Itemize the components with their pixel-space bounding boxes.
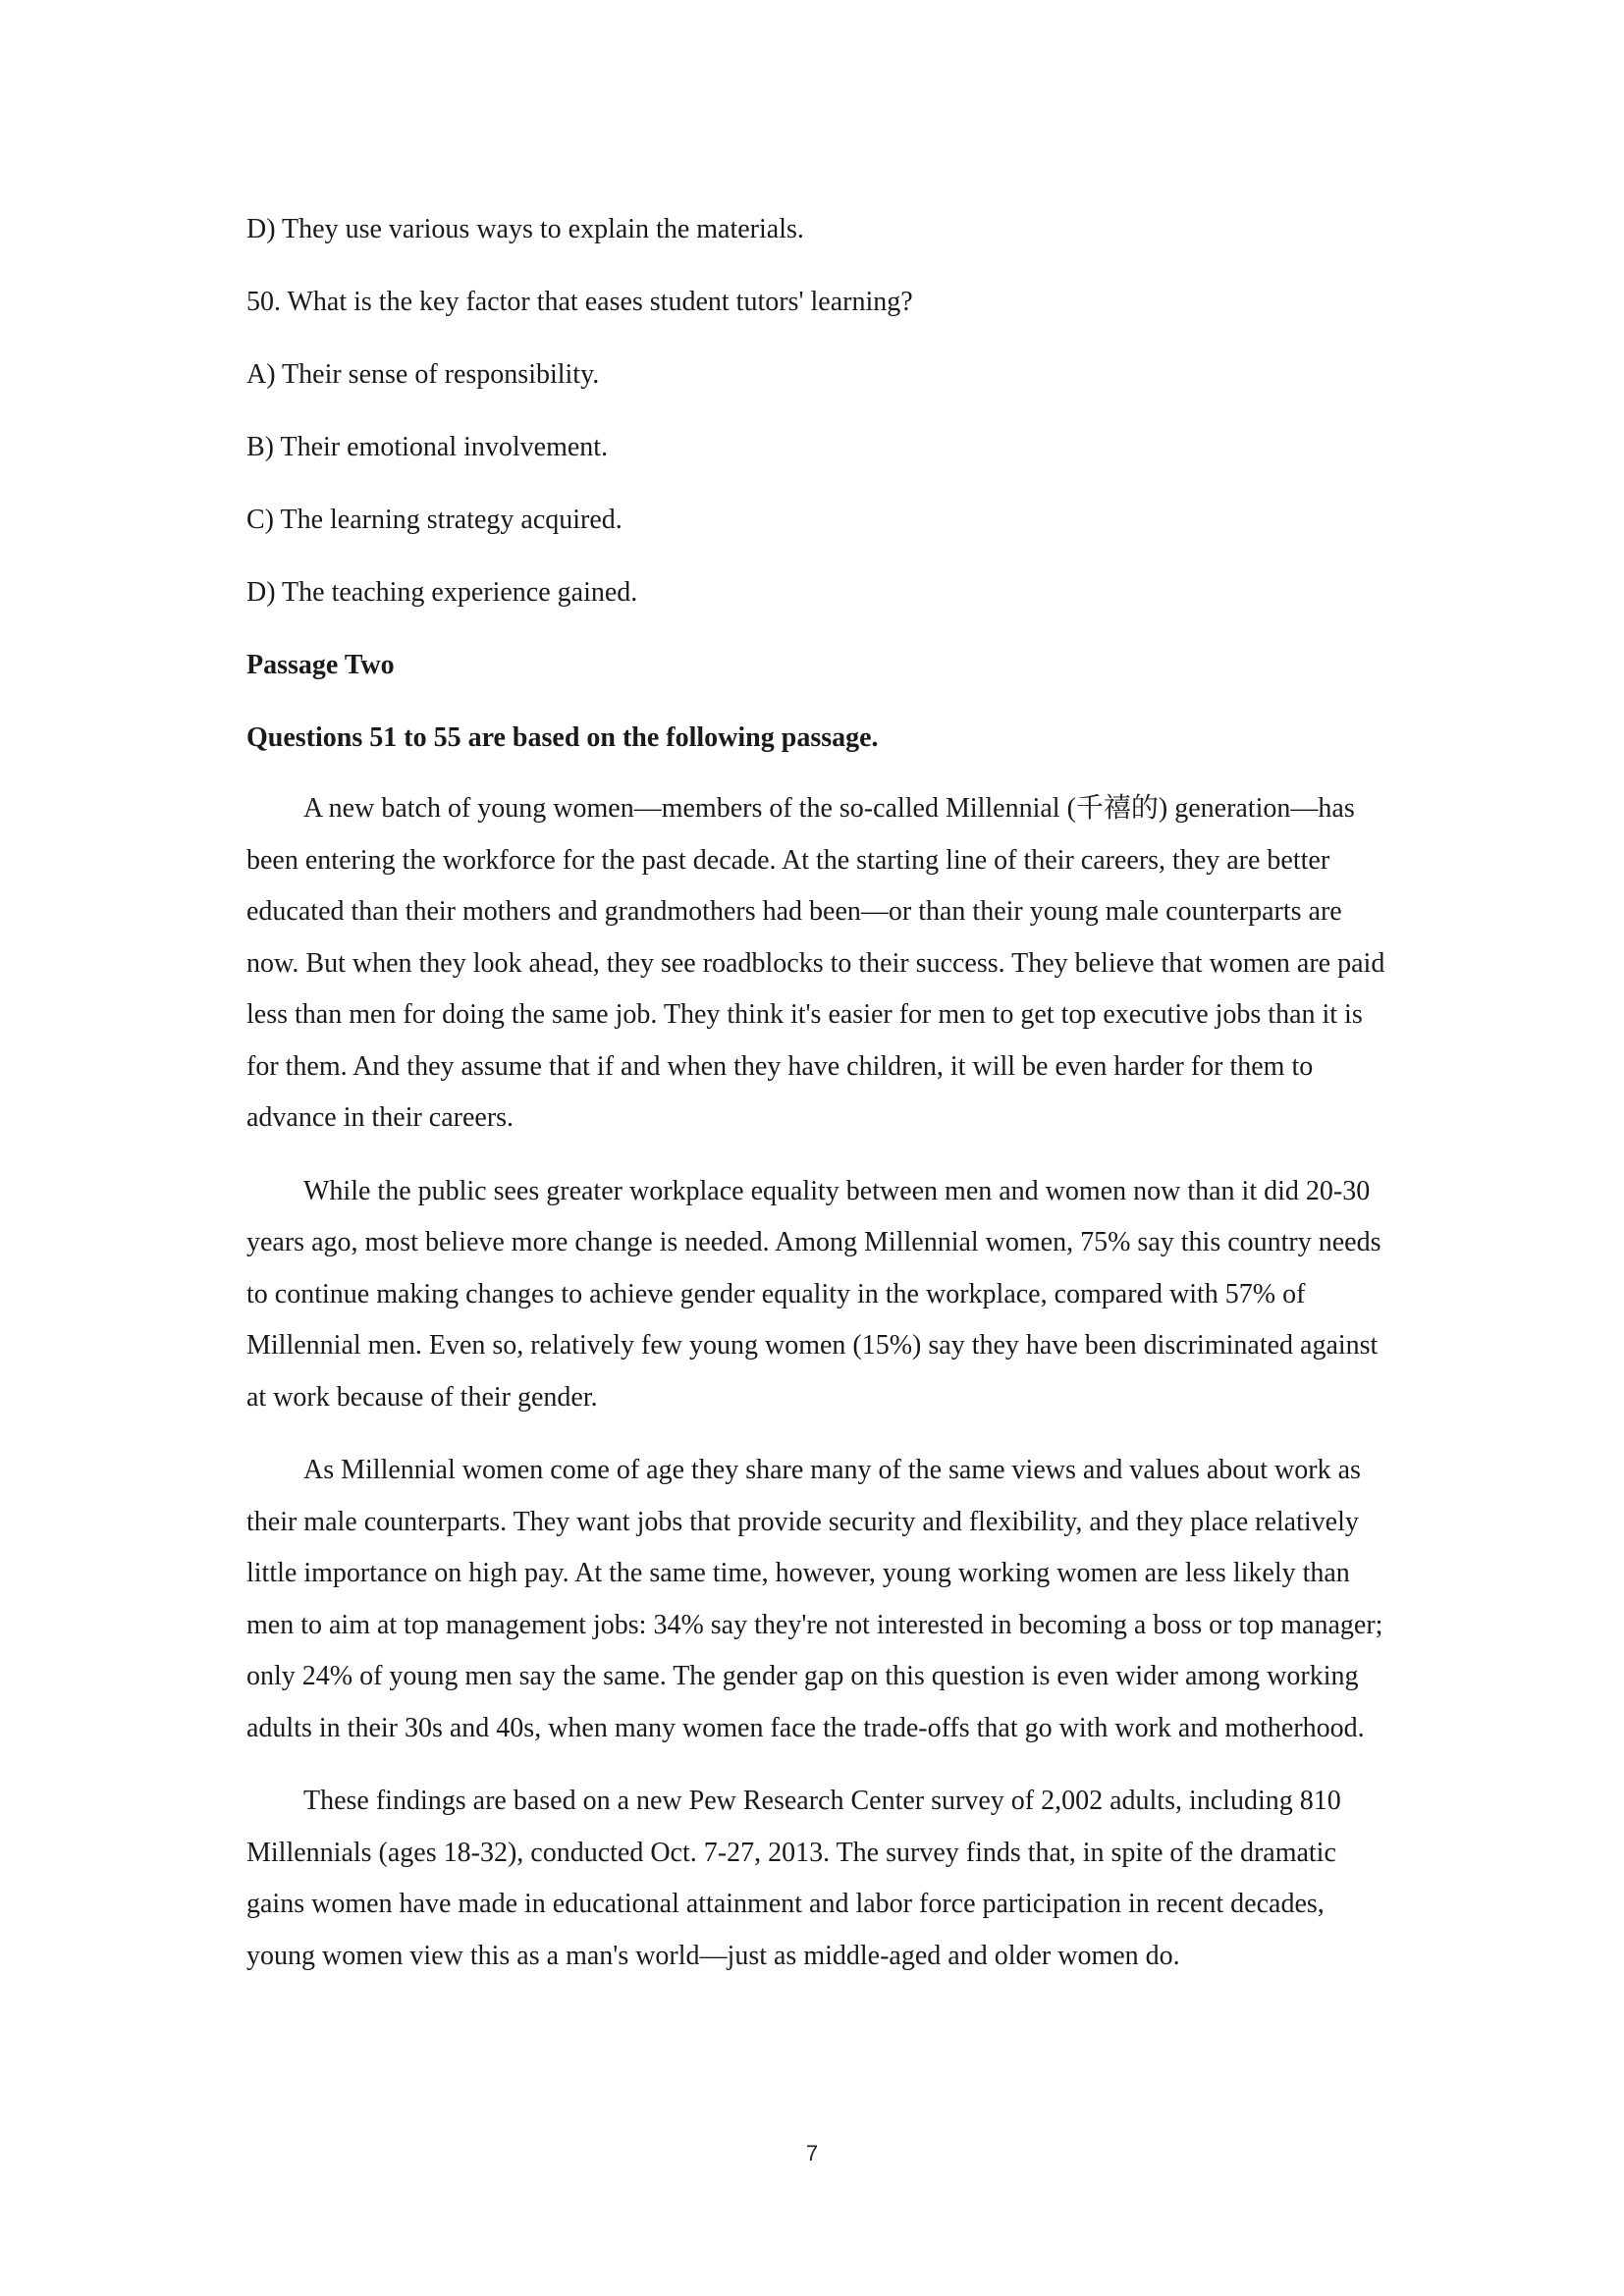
option-d-previous: D) They use various ways to explain the materials.: [246, 214, 804, 244]
question-50-option-b: B) Their emotional involvement.: [246, 432, 609, 462]
question-50-option-d: D) The teaching experience gained.: [246, 577, 638, 608]
passage-paragraph: As Millennial women come of age they share many of the same views and values about work as their male counterparts. They want jobs that provide security and flexibility, and they place relatively little importance on high pay. At the same time, however, young working women are less likely than men to aim at top management jobs: 34% say they're not interested in becoming a boss or top manager; only 24% of young men say the same. The gender gap on this question is even wider among working adults in their 30s and 40s, when many women face the trade-offs that go with work and motherhood.: [246, 1455, 1383, 1743]
passage-paragraph: A new batch of young women—members of the so-called Millennial (千禧的) generation—has been entering the workforce for the past decade. At the starting line of their careers, they are better educated than their mothers and grandmothers had been—or than their young male counterparts are now. But when they look ahead, they see roadblocks to their success. They believe that women are paid less than men for doing the same job. They think it's easier for men to get top executive jobs than it is for them. And they assume that if and when they have children, it will be even harder for them to advance in their careers.: [246, 793, 1385, 1133]
passage-heading: Passage Two: [246, 650, 395, 680]
passage-paragraph: While the public sees greater workplace equality between men and women now than it did 20-30 years ago, most believe more change is needed. Among Millennial women, 75% say this country needs to continue making changes to achieve gender equality in the workplace, compared with 57% of Millennial men. Even so, relatively few young women (15%) say they have been discriminated against at work because of their gender.: [246, 1175, 1381, 1413]
page-content: [246, 212, 1385, 2003]
page-number: 7: [805, 2141, 819, 2165]
passage-paragraph: These findings are based on a new Pew Research Center survey of 2,002 adults, including 810 Millennials (ages 18-32), conducted Oct. 7-27, 2013. The survey finds that, in spite of the dramatic gains women have made in educational attainment and labor force participation in recent decades, young women view this as a man's world—just as middle-aged and older women do.: [246, 1786, 1341, 1971]
question-50-option-a: A) Their sense of responsibility.: [246, 359, 600, 390]
question-50-option-c: C) The learning strategy acquired.: [246, 505, 623, 535]
passage-instruction: Questions 51 to 55 are based on the following passage.: [246, 722, 879, 753]
passage-body: [246, 783, 1385, 1982]
question-50-stem: 50. What is the key factor that eases student tutors' learning?: [246, 287, 913, 317]
